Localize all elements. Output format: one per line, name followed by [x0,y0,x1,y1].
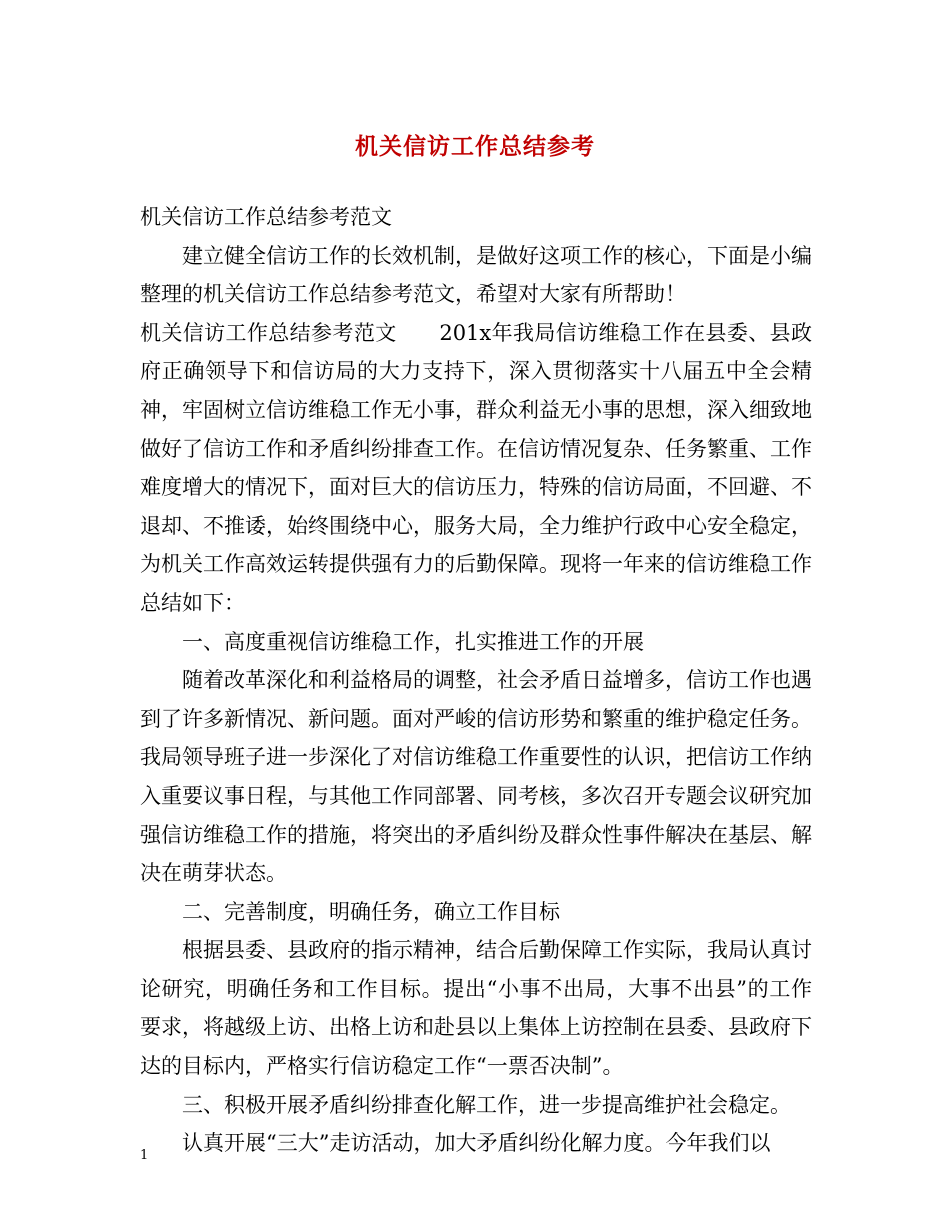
paragraph: 二、完善制度，明确任务，确立工作目标 [182,899,560,924]
document-title: 机关信访工作总结参考 [355,133,595,160]
paragraph: 建立健全信访工作的长效机制，是做好这项工作的核心，下面是小编整理的机关信访工作总结参考范文，希望对大家有所帮助！ [140,243,812,307]
paragraph: 认真开展“三大”走访活动，加大矛盾纠纷化解力度。今年我们以 [182,1131,771,1156]
document-body [140,198,812,1163]
paragraph: 三、积极开展矛盾纠纷排查化解工作，进一步提高维护社会稳定。 [182,1092,791,1117]
page-number: 1 [140,1148,149,1163]
paragraph: 随着改革深化和利益格局的调整，社会矛盾日益增多，信访工作也遇到了许多新情况、新问题。面对严峻的信访形势和繁重的维护稳定任务。我局领导班子进一步深化了对信访维稳工作重要性的认识，把信访工作纳入重要议事日程，与其他工作同部署、同考核，多次召开专题会议研究加强信访维稳工作的措施，将突出的矛盾纠纷及群众性事件解决在基层、解决在萌芽状态。 [140,668,812,886]
paragraph: 机关信访工作总结参考范文 [140,205,392,229]
paragraph: 根据县委、县政府的指示精神，结合后勤保障工作实际，我局认真讨论研究，明确任务和工作目标。提出“小事不出局，大事不出县”的工作要求，将越级上访、出格上访和赴县以上集体上访控制在县委、县政府下达的目标内，严格实行信访稳定工作“一票否决制”。 [140,938,812,1079]
paragraph: 一、高度重视信访维稳工作，扎实推进工作的开展 [182,629,644,654]
paragraph: 机关信访工作总结参考范文 201x年我局信访维稳工作在县委、县政府正确领导下和信访局的大力支持下，深入贯彻落实十八届五中全会精神，牢固树立信访维稳工作无小事，群众利益无小事的思想，深入细致地做好了信访工作和矛盾纠纷排查工作。在信访情况复杂、任务繁重、工作难度增大的情况下，面对巨大的信访压力，特殊的信访局面，不回避、不退却、不推诿，始终围绕中心，服务大局，全力维护行政中心安全稳定，为机关工作高效运转提供强有力的后勤保障。现将一年来的信访维稳工作总结如下： [140,320,812,615]
